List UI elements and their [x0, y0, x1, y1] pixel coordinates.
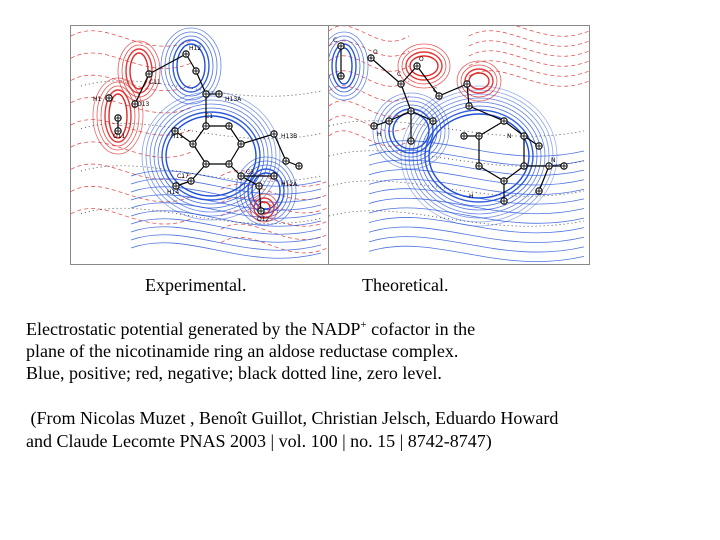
atom-label: H12A — [281, 181, 298, 188]
atom-label: H — [377, 131, 382, 138]
atom-marker — [430, 118, 436, 124]
atom-label: H13A — [225, 96, 242, 103]
atom-label: O11 — [113, 133, 126, 140]
atom-label: O — [419, 56, 424, 63]
zero-contour — [329, 121, 584, 137]
bond-line — [479, 166, 504, 181]
atom-label: C3 — [246, 169, 255, 176]
atom-marker — [398, 81, 404, 87]
atom-label: H12 — [189, 45, 202, 52]
atom-marker — [146, 71, 152, 77]
atom-marker — [501, 198, 507, 204]
negative-contour — [329, 131, 409, 147]
negative-contour — [469, 51, 589, 67]
atom-marker — [296, 163, 302, 169]
bond-line — [401, 84, 411, 111]
atom-label: H1 — [93, 96, 102, 103]
atom-marker — [238, 173, 244, 179]
negative-contour — [71, 142, 191, 158]
negative-contour — [469, 73, 489, 89]
atom-marker — [283, 158, 289, 164]
atom-marker — [476, 133, 482, 139]
atom-marker — [466, 103, 472, 109]
atom-marker — [371, 123, 377, 129]
atom-marker — [536, 188, 542, 194]
atom-marker — [476, 163, 482, 169]
zero-contour — [81, 166, 321, 182]
atom-marker — [271, 173, 277, 179]
negative-contour — [469, 26, 589, 36]
negative-contour — [469, 61, 589, 77]
atom-marker — [461, 133, 467, 139]
citation-line-2: and Claude Lecomte PNAS 2003 | vol. 100 | no. 15 | 8742-8747) — [26, 431, 492, 451]
atom-label: H — [469, 193, 474, 200]
experimental-map-panel — [71, 26, 329, 264]
atom-marker — [256, 183, 262, 189]
description-line-1 — [26, 314, 646, 340]
atom-marker — [536, 143, 542, 149]
atom-marker — [501, 118, 507, 124]
atom-marker — [190, 141, 196, 147]
zero-contour — [329, 211, 584, 227]
negative-contour — [457, 61, 501, 101]
atom-marker — [408, 138, 414, 144]
atom-marker — [115, 115, 121, 121]
atom-marker — [203, 123, 209, 129]
experimental-caption: Experimental. — [145, 275, 247, 295]
negative-contour — [469, 31, 589, 47]
theoretical-map-panel — [329, 26, 589, 264]
description-line-1-end: cofactor in the — [366, 319, 476, 339]
atom-marker — [203, 161, 209, 167]
positive-contour — [131, 243, 321, 259]
atom-marker — [226, 161, 232, 167]
positive-contour — [369, 237, 584, 253]
description-line-3: Blue, positive; red, negative; black dotted line, zero level. — [26, 363, 442, 383]
atom-label: C — [333, 37, 338, 44]
negative-contour — [130, 53, 148, 89]
description-line-2: plane of the nicotinamide ring an aldose reductase complex. — [26, 341, 459, 361]
atom-label: C — [397, 71, 402, 78]
atom-marker — [521, 133, 527, 139]
negative-contour — [329, 26, 409, 41]
atom-marker — [386, 118, 392, 124]
atom-marker — [338, 43, 344, 49]
superscript-plus: + — [360, 319, 367, 331]
atom-marker — [106, 95, 112, 101]
atom-label: H13B — [281, 133, 298, 140]
bond-line — [479, 121, 504, 136]
atom-label: N — [507, 133, 512, 140]
positive-contour — [369, 246, 584, 262]
atom-label: O12 — [257, 216, 270, 223]
negative-contour — [469, 41, 589, 57]
positive-contour — [166, 116, 256, 196]
theoretical-caption: Theoretical. — [362, 275, 449, 295]
citation — [26, 407, 706, 453]
negative-contour — [71, 31, 191, 47]
positive-contour — [369, 227, 584, 243]
atom-label: N — [551, 157, 556, 164]
negative-contour — [221, 237, 328, 253]
citation-line-1: (From Nicolas Muzet , Benoît Guillot, Christian Jelsch, Eduardo Howard — [26, 408, 559, 428]
atom-marker — [258, 208, 264, 214]
atom-label: C — [433, 87, 438, 94]
atom-marker — [521, 163, 527, 169]
description-line-1-text: Electrostatic potential generated by the NADP — [26, 319, 361, 339]
atom-marker — [226, 123, 232, 129]
atom-marker — [203, 91, 209, 97]
theoretical-contour-map — [329, 26, 589, 264]
experimental-contour-map — [71, 26, 328, 264]
figure-description — [26, 314, 646, 384]
atom-label: C17 — [177, 173, 189, 180]
zero-contour — [329, 151, 584, 167]
atom-label: H11 — [171, 133, 184, 140]
zero-contour — [81, 208, 321, 224]
atom-label: O13 — [137, 101, 150, 108]
atom-marker — [408, 108, 414, 114]
atom-marker — [216, 91, 222, 97]
bond-line — [149, 54, 186, 74]
atom-marker — [464, 81, 470, 87]
atom-marker — [238, 141, 244, 147]
atom-label: H14 — [167, 189, 180, 196]
atom-marker — [338, 73, 344, 79]
atom-marker — [271, 131, 277, 137]
atom-label: O — [373, 49, 378, 56]
atom-marker — [414, 63, 420, 69]
atom-label: C1 — [205, 113, 214, 120]
atom-label: C11 — [149, 79, 161, 86]
atom-marker — [501, 178, 507, 184]
atom-marker — [561, 163, 567, 169]
negative-contour — [469, 71, 589, 87]
atom-marker — [193, 68, 199, 74]
electrostatic-potential-figure — [70, 25, 590, 265]
